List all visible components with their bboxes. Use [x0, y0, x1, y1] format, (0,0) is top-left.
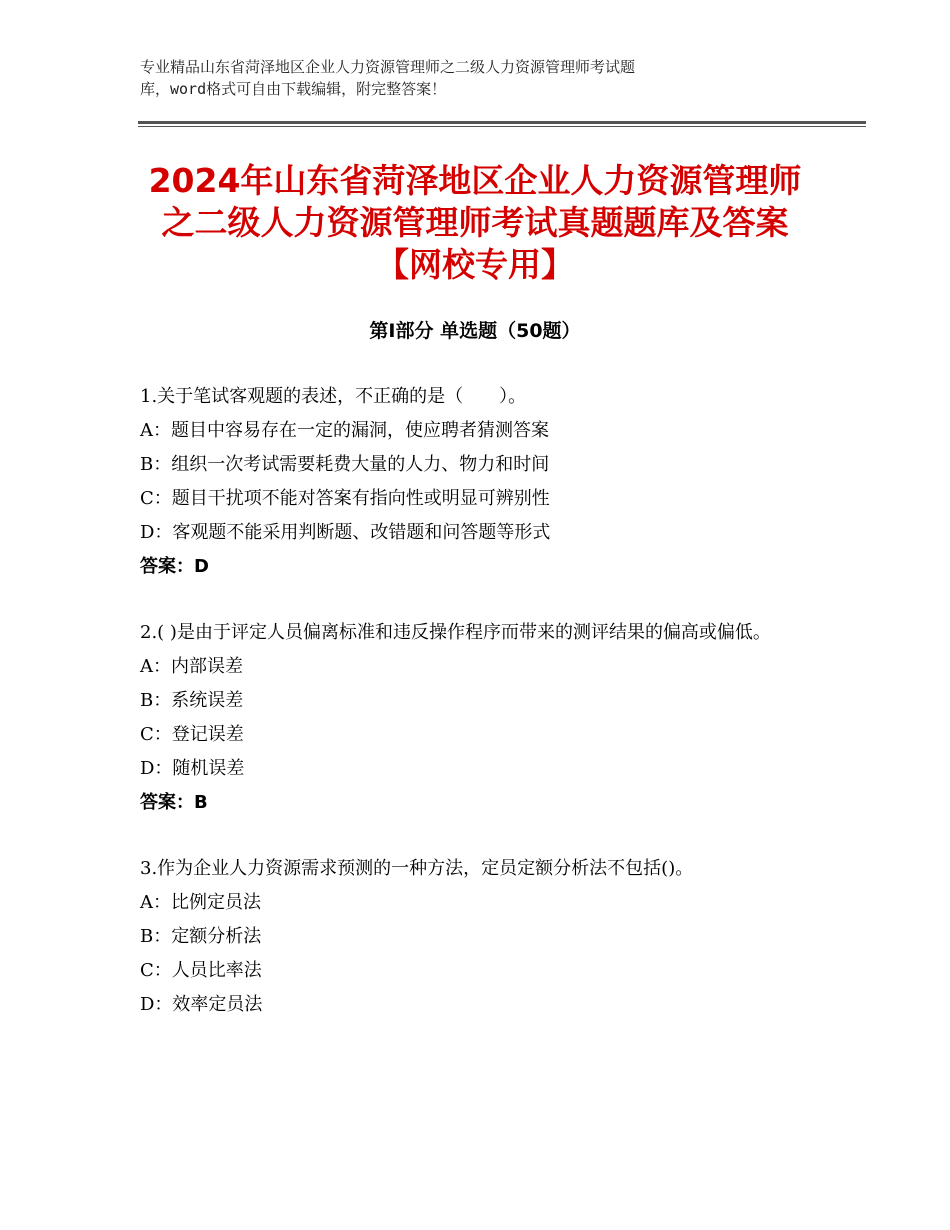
option-c: C：题目干扰项不能对答案有指向性或明显可辨别性 — [140, 488, 550, 509]
title-line-2: 之二级人力资源管理师考试真题题库及答案 — [161, 203, 789, 242]
question-stem: 3.作为企业人力资源需求预测的一种方法，定员定额分析法不包括()。 — [140, 858, 694, 879]
header-note — [140, 56, 780, 100]
answer: 答案：D — [140, 556, 209, 577]
title-line-3: 【网校专用】 — [376, 245, 574, 284]
header-note-line-1: 专业精品山东省菏泽地区企业人力资源管理师之二级人力资源管理师考试题 — [140, 58, 636, 76]
option-a: A：内部误差 — [140, 656, 243, 677]
option-b: B：组织一次考试需要耗费大量的人力、物力和时间 — [140, 454, 550, 475]
option-d: D：随机误差 — [140, 758, 245, 779]
document-title — [120, 160, 830, 286]
option-c: C：人员比率法 — [140, 960, 262, 981]
question-stem: 1.关于笔试客观题的表述，不正确的是（ ）。 — [140, 386, 527, 407]
option-b: B：系统误差 — [140, 690, 244, 711]
option-a: A：题目中容易存在一定的漏洞，使应聘者猜测答案 — [140, 420, 549, 441]
option-c: C：登记误差 — [140, 724, 244, 745]
question-list — [140, 380, 820, 1054]
section-heading: 第Ⅰ部分 单选题（50题） — [369, 320, 581, 342]
option-d: D：客观题不能采用判断题、改错题和问答题等形式 — [140, 522, 551, 543]
question-stem: 2.( )是由于评定人员偏离标准和违反操作程序而带来的测评结果的偏高或偏低。 — [140, 622, 771, 643]
answer: 答案：B — [140, 792, 208, 813]
question-1 — [140, 380, 820, 584]
option-b: B：定额分析法 — [140, 926, 262, 947]
question-3 — [140, 852, 820, 1022]
question-2 — [140, 616, 820, 820]
title-line-1: 2024年山东省菏泽地区企业人力资源管理师 — [148, 161, 802, 200]
option-a: A：比例定员法 — [140, 892, 261, 913]
option-d: D：效率定员法 — [140, 994, 263, 1015]
header-rule-thin — [138, 126, 866, 127]
header-rule-thick — [138, 121, 866, 124]
header-note-line-2: 库，word格式可自由下载编辑，附完整答案！ — [140, 80, 447, 98]
